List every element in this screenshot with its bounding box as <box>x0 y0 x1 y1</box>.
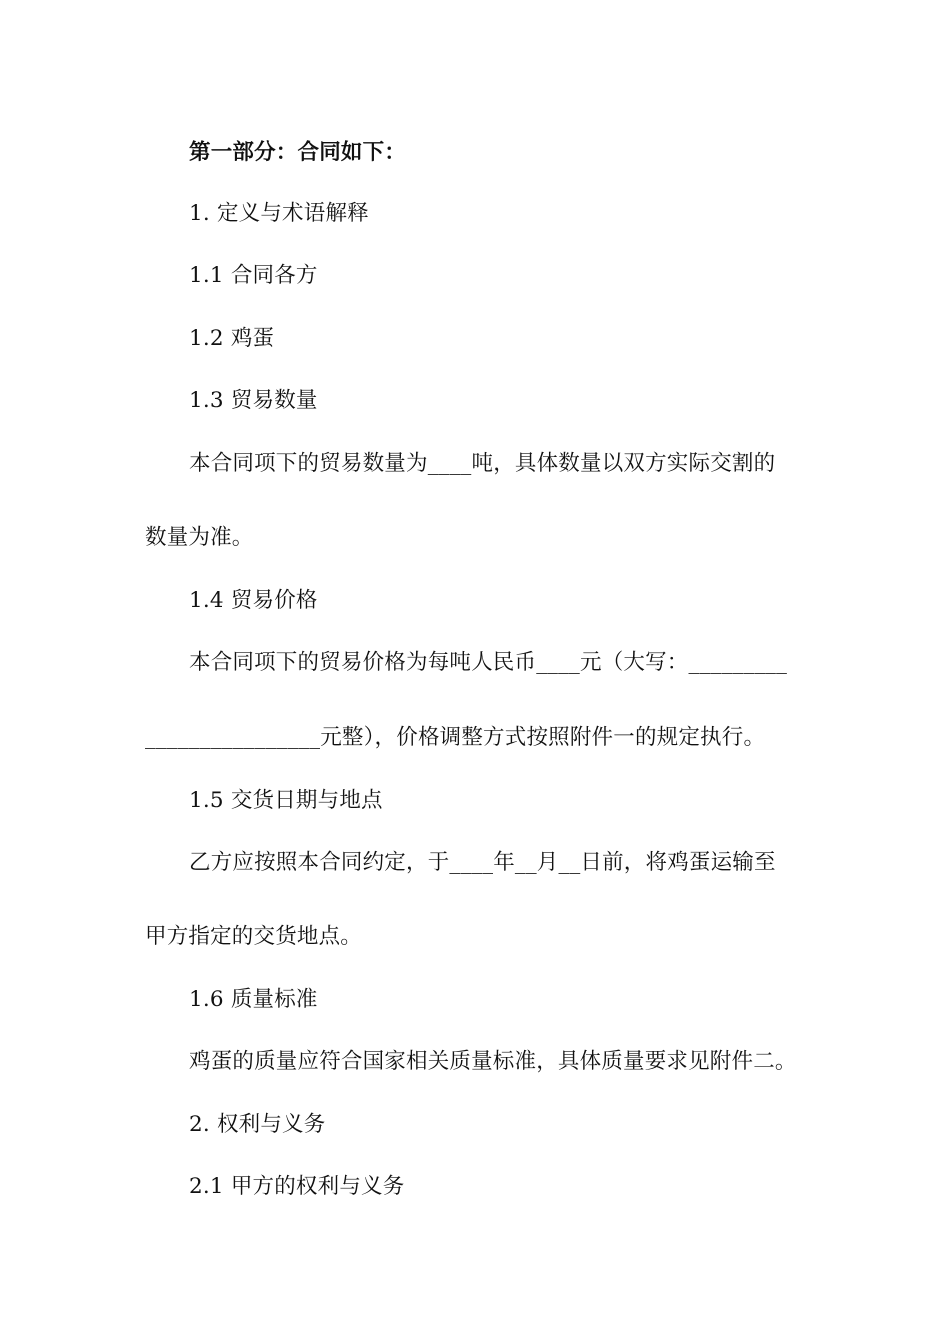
section-1-6-body-line1: 鸡蛋的质量应符合国家相关质量标准，具体质量要求见附件二。 <box>189 1049 797 1074</box>
section-1-4-body-line2: ________________元整），价格调整方式按照附件一的规定执行。 <box>145 725 766 750</box>
part-title: 第一部分：合同如下： <box>189 140 407 165</box>
section-1-5-body-line1: 乙方应按照本合同约定，于____年__月__日前，将鸡蛋运输至 <box>189 850 776 875</box>
section-2-1-title: 2.1 甲方的权利与义务 <box>189 1174 405 1199</box>
section-1-3-body-line2: 数量为准。 <box>145 525 254 550</box>
section-1-4-title: 1.4 贸易价格 <box>189 588 318 613</box>
section-1-title: 1. 定义与术语解释 <box>189 201 369 226</box>
section-1-3-title: 1.3 贸易数量 <box>189 388 318 413</box>
section-1-4-body-line1: 本合同项下的贸易价格为每吨人民币____元（大写：_________ <box>189 650 788 675</box>
section-1-5-title: 1.5 交货日期与地点 <box>189 788 383 813</box>
section-1-3-body-line1: 本合同项下的贸易数量为____吨，具体数量以双方实际交割的 <box>189 451 776 476</box>
section-1-1-title: 1.1 合同各方 <box>189 263 318 288</box>
section-1-2-title: 1.2 鸡蛋 <box>189 326 275 351</box>
section-2-title: 2. 权利与义务 <box>189 1112 326 1137</box>
section-1-6-title: 1.6 质量标准 <box>189 987 318 1012</box>
section-1-5-body-line2: 甲方指定的交货地点。 <box>145 924 363 949</box>
